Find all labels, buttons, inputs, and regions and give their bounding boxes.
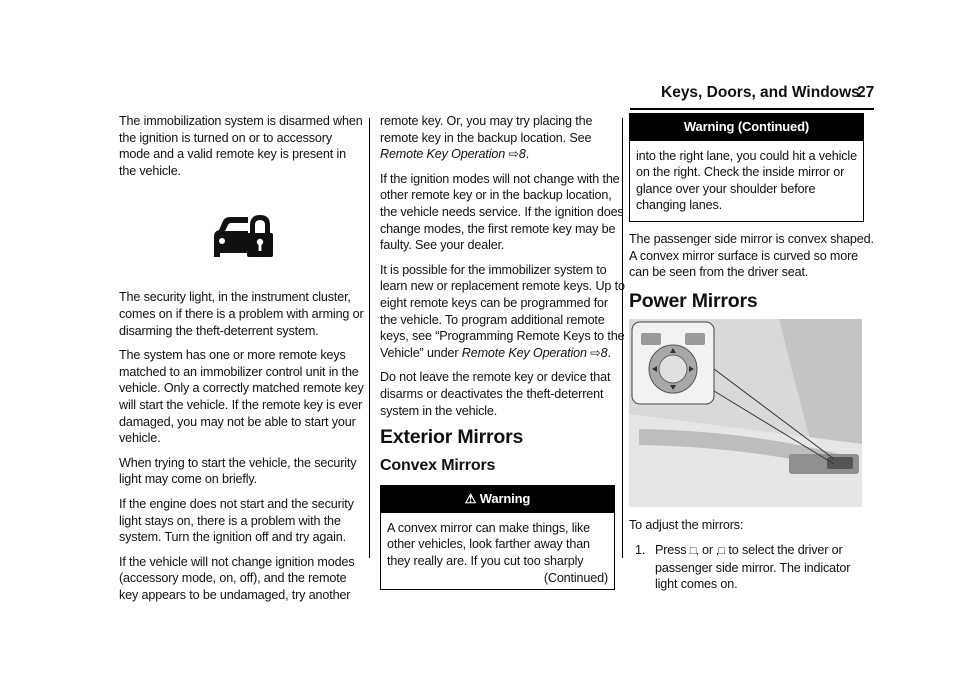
- paragraph: If the vehicle will not change ignition modes (accessory mode, on, off), and the remote key appears to be undamaged, try another: [119, 554, 355, 602]
- warning-body: [381, 513, 614, 589]
- warning-header: Warning (Continued): [630, 114, 863, 141]
- left-mirror-button-icon: □‚: [689, 544, 699, 557]
- column-1: [119, 113, 364, 611]
- column-2: [380, 113, 625, 590]
- step-or-label: or: [701, 542, 713, 557]
- power-mirror-control-photo: [629, 319, 862, 507]
- paragraph: The system has one or more remote keys matched to an immobilizer control unit in the vehicle. Only a correctly matched remote key will start the vehicle. If the remote key is ever damaged, you may not be able to start your vehicle.: [119, 348, 364, 446]
- column-divider-left: [369, 118, 370, 558]
- step-press-label: Press: [655, 542, 687, 557]
- warning-text: into the right lane, you could hit a vehicle on the right. Check the inside mirror or glance over your shoulder before changing lanes.: [636, 148, 857, 213]
- warning-header: [381, 486, 614, 513]
- page-reference[interactable]: 8: [518, 147, 526, 162]
- step-rest-text: to select the driver or passenger side mirror. The indicator light comes on.: [655, 542, 851, 592]
- header-rule: [630, 108, 874, 110]
- column-3: [629, 113, 874, 593]
- page-ref-arrow-icon: ⇨: [590, 345, 601, 360]
- cross-reference-link[interactable]: Remote Key Operation: [461, 345, 587, 360]
- subsection-heading: Convex Mirrors: [380, 456, 496, 474]
- running-header-title: Keys, Doors, and Windows: [661, 84, 860, 101]
- paragraph-text: remote key. Or, you may try placing the remote key in the backup location. See: [380, 114, 593, 145]
- cross-reference-link[interactable]: Remote Key Operation: [380, 147, 506, 162]
- paragraph: If the ignition modes will not change with the other remote key or in the backup location, the vehicle needs service. If the ignition does change modes, the first remote key may be faulty. See your dealer.: [380, 171, 624, 253]
- step-number: 1.: [635, 542, 646, 557]
- paragraph: The immobilization system is disarmed when the ignition is turned on or to accessory mode and a valid remote key is present in the vehicle.: [119, 114, 363, 178]
- page-number: 27: [857, 84, 875, 101]
- list-item: [629, 542, 874, 593]
- warning-body: [630, 141, 863, 221]
- paragraph: The security light, in the instrument cluster, comes on if there is a problem with arming or disarming the theft-deterrent system.: [119, 290, 364, 338]
- security-light-car-lock-icon: [119, 209, 364, 259]
- paragraph: To adjust the mirrors:: [629, 518, 744, 533]
- paragraph: It is possible for the immobilizer system to learn new or replacement remote keys. Up to eight remote keys can be programmed for the vehicle. To program additional remote keys, see “Programming Remote Keys to the Vehicle” under Remote Key Operation ⇨8.: [380, 262, 625, 360]
- right-mirror-button-icon: ‚□: [716, 544, 726, 557]
- warning-triangle-icon: ⚠: [464, 491, 477, 507]
- warning-text: A convex mirror can make things, like other vehicles, look farther away than they really are. If you cut too sharply: [387, 520, 591, 569]
- paragraph: If the engine does not start and the security light stays on, there is a problem with the system. Turn the ignition off and try again.: [119, 496, 354, 545]
- continued-label: (Continued): [543, 570, 608, 585]
- warning-box: [380, 485, 615, 590]
- paragraph: Do not leave the remote key or device that disarms or deactivates the theft-deterrent system in the vehicle.: [380, 370, 611, 418]
- warning-box-continued: [629, 113, 864, 222]
- paragraph-text: It is possible for the immobilizer system to learn new or replacement remote keys. Up to eight remote keys can be programmed for the vehicle. To program additional remote keys, see “Programming Remote Keys to the Vehicle” under: [380, 262, 625, 360]
- warning-label: Warning: [479, 491, 531, 507]
- page-reference[interactable]: 8: [600, 345, 608, 360]
- paragraph: remote key. Or, you may try placing the remote key in the backup location. See Remote Key Operation ⇨8.: [380, 114, 593, 162]
- section-heading: Exterior Mirrors: [380, 426, 524, 449]
- paragraph: The passenger side mirror is convex shaped. A convex mirror surface is curved so more can be seen from the driver seat.: [629, 231, 874, 280]
- section-heading: Power Mirrors: [629, 289, 758, 312]
- step-text: [655, 542, 874, 593]
- page-ref-arrow-icon: ⇨: [508, 147, 519, 162]
- paragraph: When trying to start the vehicle, the security light may come on briefly.: [119, 455, 357, 487]
